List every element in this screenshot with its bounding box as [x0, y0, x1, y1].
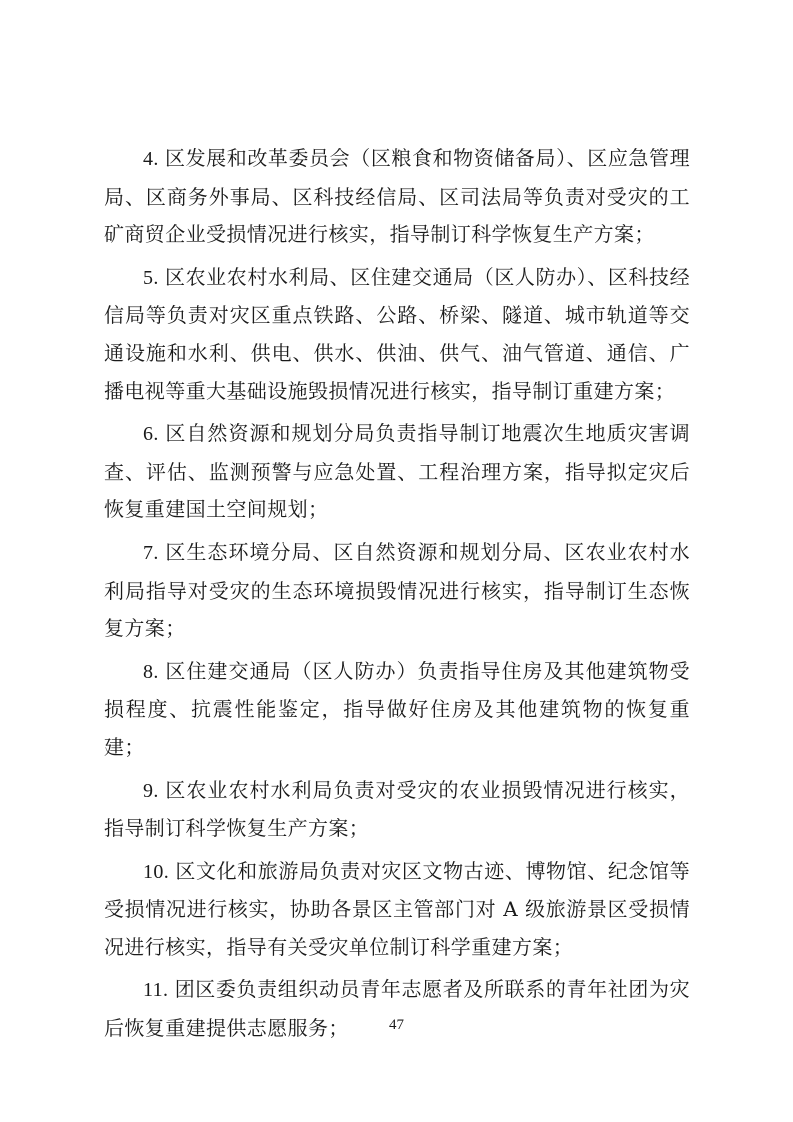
page-number: 47 — [389, 1017, 404, 1033]
item-number: 4. — [143, 148, 159, 170]
paragraph-list — [104, 140, 690, 1053]
item-number: 8. — [143, 660, 159, 683]
paragraph-item-6 — [104, 415, 690, 529]
paragraph-item-10 — [104, 853, 690, 967]
item-number: 10. — [143, 860, 170, 883]
item-number: 6. — [143, 423, 159, 446]
paragraph-item-7 — [104, 534, 690, 648]
paragraph-item-11 — [104, 971, 690, 1047]
item-text: 区文化和旅游局负责对灾区文物古迹、博物馆、纪念馆等受损情况进行核实，协助各景区主管部门对 A 级旅游景区受损情况进行核实，指导有关受灾单位制订科学重建方案； — [104, 858, 690, 959]
item-number: 7. — [143, 541, 159, 564]
paragraph-item-5 — [104, 259, 690, 410]
item-text: 区农业农村水利局负责对受灾的农业损毁情况进行核实，指导制订科学恢复生产方案； — [104, 777, 690, 841]
item-number: 9. — [143, 779, 159, 802]
item-text: 区农业农村水利局、区住建交通局（区人防办）、区科技经信局等负责对灾区重点铁路、公路、桥梁、隧道、城市轨道等交通设施和水利、供电、供水、供油、供气、油气管道、通信、广播电视等重大基础设施毁损情况进行核实，指导制订重建方案； — [104, 264, 690, 403]
paragraph-item-4 — [104, 140, 690, 254]
item-text: 区自然资源和规划分局负责指导制订地震次生地质灾害调查、评估、监测预警与应急处置、工程治理方案，指导拟定灾后恢复重建国土空间规划； — [104, 421, 690, 522]
item-number: 5. — [143, 266, 159, 289]
paragraph-item-8 — [104, 653, 690, 767]
paragraph-item-9 — [104, 772, 690, 848]
item-text: 区住建交通局（区人防办）负责指导住房及其他建筑物受损程度、抗震性能鉴定，指导做好住房及其他建筑物的恢复重建； — [104, 658, 690, 759]
item-text: 区生态环境分局、区自然资源和规划分局、区农业农村水利局指导对受灾的生态环境损毁情况进行核实，指导制订生态恢复方案； — [104, 539, 690, 641]
item-text: 团区委负责组织动员青年志愿者及所联系的青年社团为灾后恢复重建提供志愿服务； — [104, 977, 690, 1041]
item-text: 区发展和改革委员会（区粮食和物资储备局）、区应急管理局、区商务外事局、区科技经信局、区司法局等负责对受灾的工矿商贸企业受损情况进行核实，指导制订科学恢复生产方案； — [104, 146, 690, 247]
item-number: 11. — [143, 979, 169, 1002]
